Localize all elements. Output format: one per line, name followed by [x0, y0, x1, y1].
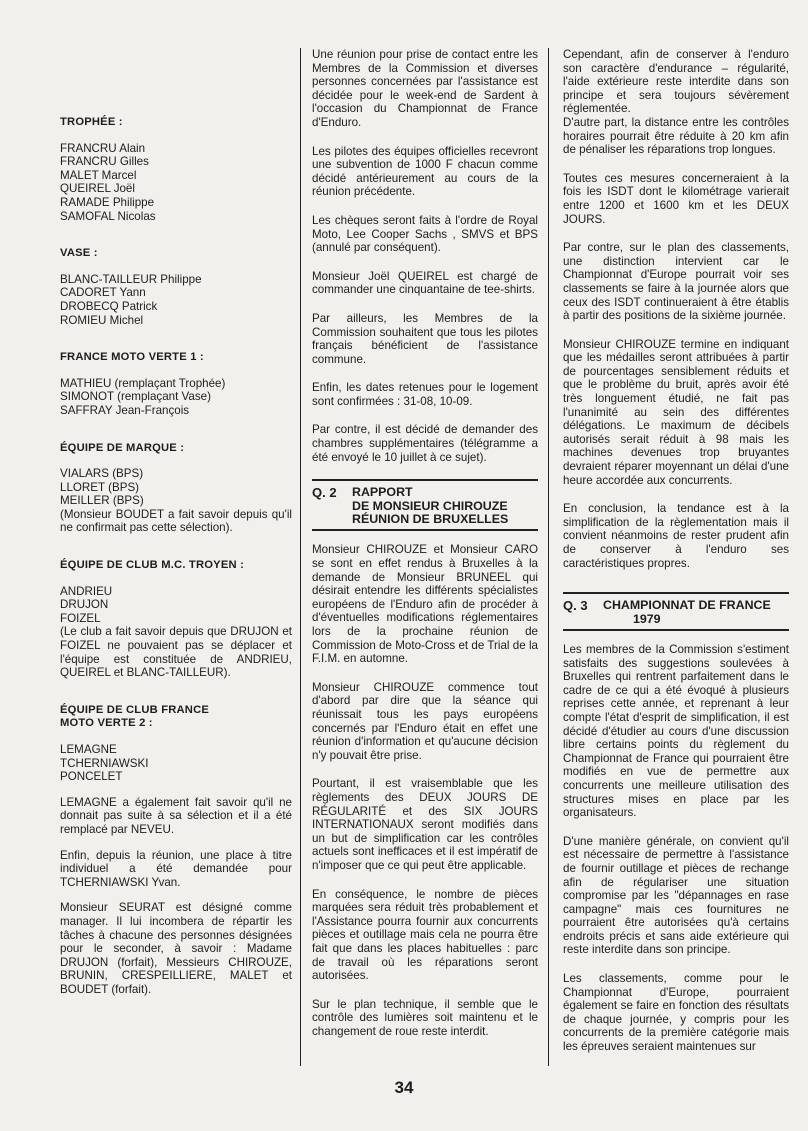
list-item: SAMOFAL Nicolas — [60, 209, 156, 223]
section-heading-q3 — [563, 592, 789, 631]
section-heading-q2 — [312, 479, 538, 531]
paragraph: Les chèques seront faits à l'ordre de Royal Moto, Lee Cooper Sachs , SMVS et BPS (annulé par conséquent). — [312, 213, 538, 255]
section-title-line: RAPPORT — [352, 485, 413, 500]
section-title-line: 1979 — [633, 611, 661, 626]
heading-line: ÉQUIPE DE CLUB FRANCE — [60, 703, 210, 716]
section-title — [603, 599, 771, 626]
paragraph: D'une manière générale, on convient qu'il est nécessaire de permettre à l'assistance de fournir outillage et pièces de rechange afin de régulariser une situation compromise par les "dépannages en rase campagne" mais ces fournitures ne pourraient être autorisées qu'à certains endroits précis et sans aide extérieure qui reste interdite dans son principe. — [563, 834, 789, 957]
list-item: ROMIEU Michel — [60, 313, 144, 327]
paragraph: En conclusion, la tendance est à la simplification de la règlementation mais il convient néanmoins de rester prudent afin de conserver à l'enduro ses caractéristiques propres. — [563, 502, 789, 570]
list-item: FOIZEL — [60, 611, 101, 625]
list-item: MATHIEU (remplaçant Trophée) — [60, 376, 226, 390]
list-item: VIALARS (BPS) — [60, 467, 144, 481]
paragraph: Monsieur CHIROUZE termine en indiquant que les médailles seront attribuées à partir de pourcentages sensiblement réduits et que le problème du bruit, après avoir été très longuement étudié, ne fait pas l'unanimité au sein des différentes délégations. Le maximum de décibels autorisés serait réduit à 98 mais les machines devenues trop bruyantes devraient réparer moyennant un délai d'une heure accordée aux concurrents. — [563, 337, 789, 487]
equipe-club-troyen-list — [60, 585, 292, 680]
list-item: DROBECQ Patrick — [60, 299, 158, 313]
list-item: MEILLER (BPS) — [60, 494, 144, 508]
equipe-club-fmv2-list — [60, 743, 292, 784]
list-item: FRANCRU Alain — [60, 141, 146, 155]
list-item: DRUJON — [60, 598, 109, 612]
paragraph: Toutes ces mesures concerneraient à la fois les ISDT dont le kilométrage varierait entre 1200 et 1600 km et les DEUX JOURS. — [563, 171, 789, 226]
column-teams — [60, 116, 292, 1009]
vase-heading: VASE : — [60, 247, 98, 260]
paragraph: Par contre, il est décidé de demander des chambres supplémentaires (télégramme a été envoyé le 10 juillet à ce sujet). — [312, 423, 538, 464]
list-item: FRANCRU Gilles — [60, 155, 149, 169]
equipe-club-troyen-note: (Le club a fait savoir depuis que DRUJON et FOIZEL ne pouvaient pas se déplacer et l'équipe est constituée de ANDRIEU, QUEIREL et BLANC-TAILLEUR). — [60, 625, 292, 680]
paragraph: D'autre part, la distance entre les contrôles horaires pourrait être réduite à 20 km afin de pénaliser les réparations trop longues. — [563, 115, 789, 157]
list-item: SAFFRAY Jean-François — [60, 403, 190, 417]
section-title-line: CHAMPIONNAT DE FRANCE — [603, 598, 771, 613]
list-item: LEMAGNE — [60, 743, 117, 756]
column-right — [563, 48, 789, 1069]
equipe-club-troyen-heading: ÉQUIPE DE CLUB M.C. TROYEN : — [60, 559, 244, 572]
vase-list — [60, 273, 292, 327]
paragraph: Monsieur Joël QUEIREL est chargé de commander une cinquantaine de tee-shirts. — [312, 269, 538, 297]
paragraph: Par contre, sur le plan des classements, une distinction intervient car le Championnat d'Europe pourrait voir ses classements se faire à la journée alors que ceux des ISDT continueraient à être établis à partir des positions de la sixième journée. — [563, 241, 789, 323]
section-title — [352, 486, 508, 526]
france-moto-verte-1-heading: FRANCE MOTO VERTE 1 : — [60, 351, 204, 364]
column-rule-right — [548, 48, 549, 1066]
paragraph: Les pilotes des équipes officielles recevront une subvention de 1000 F chacun comme décidé antérieurement au cours de la réunion précédente. — [312, 144, 538, 199]
list-item: TCHERNIAWSKI — [60, 756, 149, 770]
column-rule-left — [300, 48, 301, 1066]
list-item: CADORET Yann — [60, 286, 146, 300]
paragraph: Les classements, comme pour le Championnat d'Europe, pourraient également se faire en fonction des résultats de chaque journée, y compris pour les concurrents de la première catégorie mais les épreuves seraient maintenues sur — [563, 972, 789, 1054]
paragraph: Monsieur SEURAT est désigné comme manager. Il lui incombera de répartir les tâches à chacune des personnes désignées pour le seconder, à savoir : Madame DRUJON (forfait), Messieurs CHIROUZE, BRUNIN, CRESPEILLIERE, MALET et BOUDET (forfait). — [60, 901, 292, 996]
heading-line: MOTO VERTE 2 : — [60, 717, 153, 730]
list-item: QUEIREL Joël — [60, 182, 135, 196]
list-item: MALET Marcel — [60, 168, 137, 182]
list-item: LLORET (BPS) — [60, 480, 140, 494]
page-number: 34 — [394, 1078, 414, 1097]
equipe-club-fmv2-heading — [60, 704, 292, 731]
list-item: ANDRIEU — [60, 584, 113, 598]
trophee-list — [60, 142, 292, 224]
equipe-marque-note: (Monsieur BOUDET a fait savoir depuis qu'il ne confirmait pas cette sélection). — [60, 507, 292, 535]
section-title-line: RÉUNION DE BRUXELLES — [352, 512, 509, 527]
list-item: BLANC-TAILLEUR Philippe — [60, 272, 202, 286]
section-number: Q. 3 — [563, 598, 588, 614]
paragraph: Enfin, depuis la réunion, une place à titre individuel a été demandée pour TCHERNIAWSKI Yvan. — [60, 848, 292, 889]
paragraph: Sur le plan technique, il semble que le contrôle des lumières soit maintenu et le changement de roue reste interdit. — [312, 997, 538, 1038]
paragraph: Les membres de la Commission s'estiment satisfaits des suggestions soulevées à Bruxelles qui rentrent parfaitement dans le cadre de ce qui a été évoqué à plusieurs reprises cette année, et reprenant à leur compte l'état d'esprit de simplification, il est décidé d'étudier au cours d'une discussion libre certains points du règlement du Championnat de France qui pourraient être modifiés en vue de permettre aux concurrents une meilleure utilisation des structures mises en place par les organisateurs. — [563, 643, 789, 820]
france-moto-verte-1-list — [60, 377, 292, 418]
list-item: PONCELET — [60, 770, 123, 784]
paragraph: Une réunion pour prise de contact entre les Membres de la Commission et diverses personnes concernées par l'assistance est décidée pour le week-end de Sardent à l'occasion du Championnat de France d'Enduro. — [312, 48, 538, 129]
section-title-line: DE MONSIEUR CHIROUZE — [352, 498, 508, 513]
paragraph: Enfin, les dates retenues pour le logement sont confirmées : 31-08, 10-09. — [312, 381, 538, 408]
paragraph: Par ailleurs, les Membres de la Commission souhaitent que tous les pilotes français bénéficient de l'assistance commune. — [312, 311, 538, 366]
paragraph: Cependant, afin de conserver à l'enduro son caractère d'endurance – régularité, l'aide extérieure reste interdite dans son principe et sera toujours sévèrement réglementée. — [563, 48, 789, 116]
paragraph: En conséquence, le nombre de pièces marquées sera réduit très probablement et l'Assistance pourra fournir aux concurrents pièces et outillage mais cela ne pourra être fait que dans les places habituelles : parc de travail où les réparations seront autorisées. — [312, 887, 538, 983]
section-number: Q. 2 — [312, 485, 337, 501]
paragraph: Pourtant, il est vraisemblable que les règlements des DEUX JOURS DE RÉGULARITÉ et des SIX JOURS INTERNATIONAUX seront modifiés dans un but de simplification car les contrôles actuels sont inefficaces et il est impératif de n'imposer que ce qui peut être applicable. — [312, 777, 538, 872]
equipe-marque-list — [60, 467, 292, 535]
list-item: SIMONOT (remplaçant Vase) — [60, 390, 211, 404]
paragraph: Monsieur CHIROUZE commence tout d'abord par dire que la séance qui réunissait tous les pays européens concernés par l'Enduro était en effet une réunion d'information et qu'aucune décision n'y pouvait être prise. — [312, 680, 538, 762]
paragraph: LEMAGNE a également fait savoir qu'il ne donnait pas suite à sa sélection et il a été remplacé par NEVEU. — [60, 795, 292, 836]
list-item: RAMADE Philippe — [60, 195, 155, 209]
equipe-marque-heading: ÉQUIPE DE MARQUE : — [60, 441, 185, 454]
paragraph: Monsieur CHIROUZE et Monsieur CARO se sont en effet rendus à Bruxelles à la demande de Monsieur BRUNEEL qui désirait entendre les différents spécialistes européens de l'Enduro afin de procéder à d'éventuelles modifications réglementaires lors de la prochaine réunion de Commission de Moto-Cross et de Trial de la F.I.M. en automne. — [312, 543, 538, 666]
column-middle — [312, 48, 538, 1053]
trophee-heading: TROPHÉE : — [60, 116, 123, 128]
